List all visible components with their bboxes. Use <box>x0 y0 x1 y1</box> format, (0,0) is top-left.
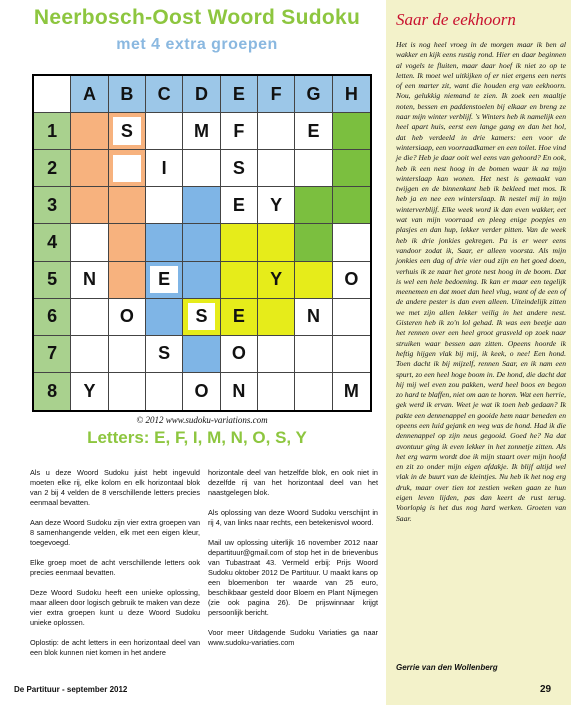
grid-cell <box>71 113 108 150</box>
paragraph: Voor meer Uitdagende Sudoku Variaties ga naar www.sudoku-variaties.com <box>208 628 378 647</box>
footer-publication: De Partituur - september 2012 <box>14 685 128 694</box>
instructions-middle-column <box>208 468 378 658</box>
grid-cell <box>258 150 295 187</box>
grid-cell: E <box>295 113 332 150</box>
grid-cell <box>295 224 332 261</box>
grid-cell <box>146 224 183 261</box>
grid-cell <box>333 113 370 150</box>
grid-cell <box>221 224 258 261</box>
row-header: 8 <box>34 373 71 410</box>
grid-cell <box>183 224 220 261</box>
grid-cell <box>109 262 146 299</box>
grid-cell <box>333 336 370 373</box>
cell-letter-box: S <box>113 117 141 144</box>
column-header: C <box>146 76 183 113</box>
grid-cell: Y <box>258 262 295 299</box>
grid-cell: N <box>71 262 108 299</box>
paragraph: Elke groep moet de acht verschillende letters ook precies eenmaal bevatten. <box>30 558 200 577</box>
grid-cell <box>333 187 370 224</box>
row-header: 6 <box>34 299 71 336</box>
grid-cell <box>146 373 183 410</box>
grid-cell: N <box>221 373 258 410</box>
column-header: F <box>258 76 295 113</box>
column-header: E <box>221 76 258 113</box>
grid-cell <box>258 224 295 261</box>
column-header: A <box>71 76 108 113</box>
paragraph: Als u deze Woord Sudoku juist hebt ingevuld moeten elke rij, elke kolom en elk horizontaal blok van 2 bij 4 velden de 8 verschillende letters precies eenmaal bevatten. <box>30 468 200 507</box>
grid-cell <box>333 299 370 336</box>
grid-cell <box>221 262 258 299</box>
paragraph: Als oplossing van deze Woord Sudoku verschijnt in rij 4, van links naar rechts, een betekenisvol woord. <box>208 508 378 527</box>
page-number: 29 <box>540 684 552 695</box>
grid-cell <box>333 150 370 187</box>
sudoku-grid <box>32 74 372 412</box>
grid-cell: S <box>221 150 258 187</box>
grid-cell <box>183 150 220 187</box>
column-header: D <box>183 76 220 113</box>
grid-cell <box>109 187 146 224</box>
page-subtitle: met 4 extra groepen <box>116 36 278 53</box>
row-header: 2 <box>34 150 71 187</box>
grid-cell <box>183 299 220 336</box>
row-header: 5 <box>34 262 71 299</box>
paragraph: Deze Woord Sudoku heeft een unieke oplossing, maar alleen door logisch gebruik te maken van deze vier extra groepen kunt u deze Woord Sudoku unieke oplossen. <box>30 588 200 627</box>
grid-cell <box>258 336 295 373</box>
letters-list: Letters: E, F, I, M, N, O, S, Y <box>87 428 307 447</box>
grid-cell <box>183 262 220 299</box>
grid-cell: E <box>221 187 258 224</box>
grid-cell <box>295 150 332 187</box>
column-header: B <box>109 76 146 113</box>
grid-cell <box>109 336 146 373</box>
grid-cell <box>295 262 332 299</box>
cell-letter-box: E <box>150 266 178 293</box>
copyright-note: © 2012 www.sudoku-variations.com <box>136 415 268 425</box>
paragraph: Aan deze Woord Sudoku zijn vier extra groepen van 8 samenhangende velden, elk met een eigen kleur, toegevoegd. <box>30 518 200 547</box>
story-author: Gerrie van den Wollenberg <box>396 663 498 672</box>
grid-cell <box>109 113 146 150</box>
paragraph: Oplostip: de acht letters in een horizontaal deel van een blok kunnen niet komen in het andere <box>30 638 200 657</box>
cell-letter-box: S <box>188 303 216 330</box>
grid-cell: O <box>333 262 370 299</box>
grid-cell <box>71 187 108 224</box>
row-header: 4 <box>34 224 71 261</box>
instructions-left-column <box>30 468 200 668</box>
page-title: Neerbosch-Oost Woord Sudoku <box>33 6 361 29</box>
grid-cell: E <box>221 299 258 336</box>
row-header: 7 <box>34 336 71 373</box>
grid-cell: Y <box>258 187 295 224</box>
grid-cell <box>183 336 220 373</box>
grid-cell: F <box>221 113 258 150</box>
story-sidebar <box>386 0 571 705</box>
grid-cell <box>258 373 295 410</box>
grid-cell <box>258 113 295 150</box>
story-title: Saar de eekhoorn <box>396 10 516 29</box>
grid-cell <box>295 187 332 224</box>
grid-cell <box>146 262 183 299</box>
grid-cell: M <box>183 113 220 150</box>
grid-cell: O <box>109 299 146 336</box>
story-body: Het is nog heel vroeg in de morgen maar ik ben al wakker en kijk eens rustig rond. Hier en daar beginnen al vogels te fluiten, maar daar hoef ik niet zo op te letten. Ik moet wel uitkijken of er niet ergens een nerts of een marter zit, want die houden erg van eekhoorn. Nou, gelukkig niemand te zien. Ik zoek een maaltje noten, bessen en paddenstoelen bij elkaar en breng ze naar mijn winter verblijf. 's Winters heb ik namelijk een heel apart huis, eerst een lange gang en dan het hol, dat heb verdeeld in drie kamers: een voor de wintersiaap, een voorraadkamer en een toilet. Hoe vind je die? Heb je daar ooit wel eens van gehoord? En ook, heb ik een nest hoog in de bomen waar ik na mijn winterslaap kan wonen. Het nest is gemaakt van twijgen en de binnenkant heb ik bekleed met mos. Ik heb ja en nee een winterslaap. Ik nestel mij in mijn winterverblijf. Elke week word ik dan even wakker, eet wat van mijn voorraad en pleeg enige poepjes en plasjes en dan hup, lekker verder pitten. Van de week heb ik drie jonkies gekregen. Pa is er weer eens vandoor zodat ik, Saar, er alleen voorsta. Als mijn jonkies een dag of drie vier oud zijn en het goed doen, verhuis ik ze naar het grote nest hoog in de boom. Dat is wel een hele bedoening. Ik kan er maar een tegelijk meenemen en dat moet dan heel vlug, want of de een of de andere pester is dan even alleen. Uiteindelijk zitten we met zijn allen lekker veilig in het andere nest. Gisteren heb ik zo'n lol gehad. Ik was een beetje aan het rennen over een heel groot grasveld op zoek naar struiken waar bessen aan zitten. Opeens hoorde ik heftig hijgen vlak bij mij, ik keek, o nee! Een hond. Toen dacht ik bij mijzelf, rennen Saar, en ik nam een spurt, zo een heel hoge boom in. De hond, die dacht dat hij mij wel even zou pakken, werd heel boos en begon zo hard te blaffen, niet om aan te horen. Wat een herrie, gek werd ik ervan. Weet je wat ik toen heb gedaan? Ik pakte een dennenappel en gooide hem naar beneden en opeens een luid gejank en weg was de hond. Had ik die dennenappel op zijn neus gegooid. Goed he? Na dat avontuur ging ik even lekker in het zonnetje zitten. Als het erg warm wordt doe ik mijn staart over mijn hoofd en zit zo onder mijn eigen afdakje. Ik blijf altijd wel vlak in de buurt van de kleintjes. Nu heb ik het nog erg druk, maar over tien tot zestien weken gaan ze hun eigen leven lijden, pas dan keert de rust terug. Voorlopig is het dus nog hard werken. Groeten van Saar. <box>396 40 566 523</box>
grid-cell <box>146 187 183 224</box>
grid-cell <box>146 299 183 336</box>
grid-cell: S <box>146 336 183 373</box>
grid-cell <box>183 187 220 224</box>
cell-letter-box <box>113 155 141 182</box>
grid-cell <box>146 113 183 150</box>
grid-cell: O <box>183 373 220 410</box>
row-header: 3 <box>34 187 71 224</box>
grid-cell <box>258 299 295 336</box>
grid-cell <box>333 224 370 261</box>
grid-cell <box>71 299 108 336</box>
grid-cell <box>71 336 108 373</box>
grid-cell: O <box>221 336 258 373</box>
grid-corner <box>34 76 71 113</box>
paragraph: horizontale deel van hetzelfde blok, en ook niet in dezelfde rij van het horizontaal deel van het naastgelegen blok. <box>208 468 378 497</box>
grid-cell <box>109 224 146 261</box>
grid-cell: M <box>343 380 359 401</box>
grid-cell <box>295 336 332 373</box>
grid-cell: Y <box>71 373 108 410</box>
grid-cell: I <box>146 150 183 187</box>
grid-cell <box>71 150 108 187</box>
column-header: H <box>333 76 370 113</box>
column-header: G <box>295 76 332 113</box>
paragraph: Mail uw oplossing uiterlijk 16 november 2012 naar departituur@gmail.com of stop het in de brievenbus van Tubastraat 43. Vermeld erbij: Prijs Woord Sudoku oktober 2012 De Partituur. U maakt kans op een bloemenbon ter waarde van 25 euro, beschikbaar gesteld door Bloem en Plant Nijmegen (zie ook pagina 26). De prijswinnaar krijgt persoonlijk bericht. <box>208 538 378 617</box>
grid-cell: N <box>295 299 332 336</box>
grid-cell <box>109 150 146 187</box>
grid-cell <box>295 373 332 410</box>
grid-cell <box>71 224 108 261</box>
grid-cell <box>109 373 146 410</box>
row-header: 1 <box>34 113 71 150</box>
